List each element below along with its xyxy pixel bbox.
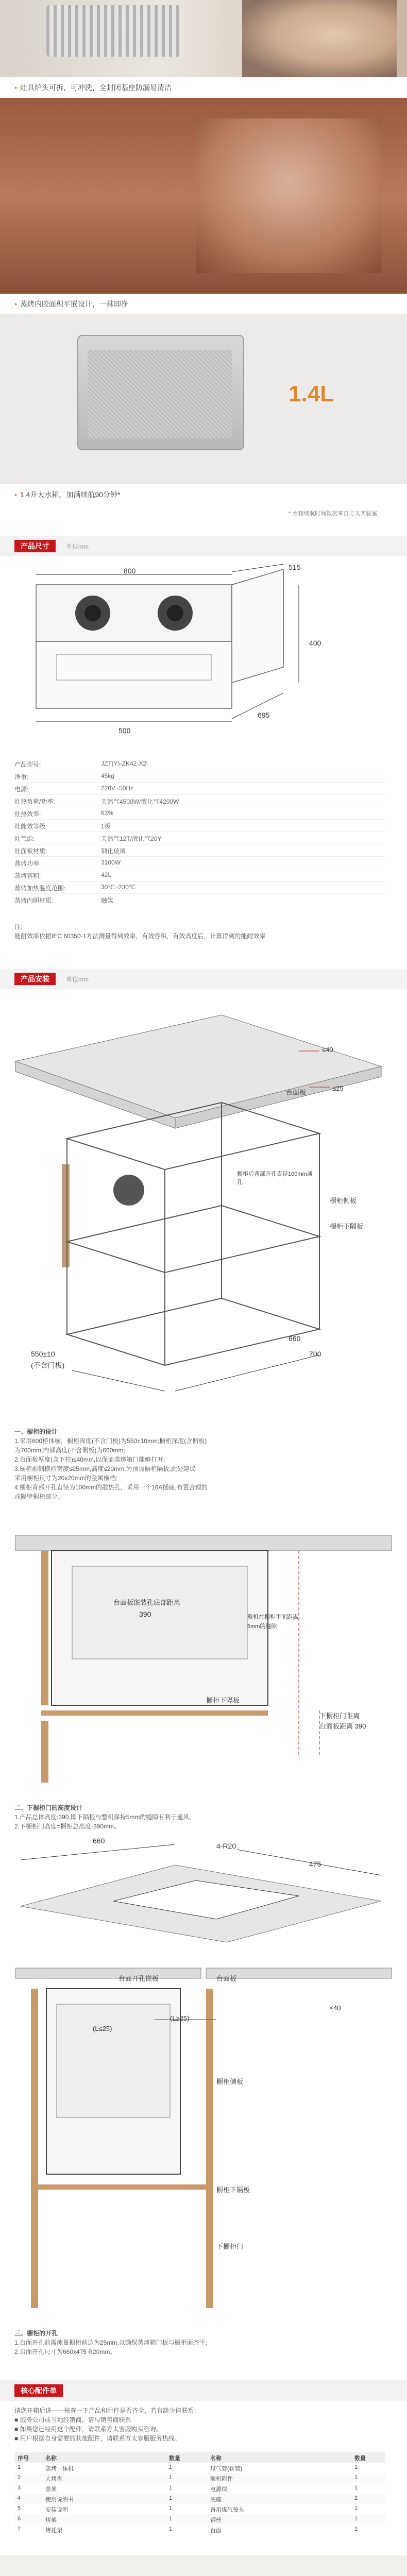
hole-390: 390 [139,1610,151,1618]
fixed-gap-label: 整机在橱柜里面距离 [247,1614,298,1620]
feature-text-3: • 1.4升大水箱，加满续航90分钟* [14,490,121,499]
feature-text-1: • 灶具炉头可拆，可冲洗，全封闭基座防漏易清洁 [14,83,172,92]
dim-500: 500 [118,726,131,735]
size-section-header [0,536,407,556]
max-25-label: ≤25 [332,1084,344,1092]
countertop-label: 台面板 [286,1089,307,1096]
spec-table [0,757,407,912]
spec-row: 灶面板材质: 钢化玻璃 [14,844,385,857]
cutout-l25: (L≥25) [170,2014,190,2022]
dim-800: 800 [124,567,136,575]
cutout-l25b: (L≤25) [93,2025,112,2032]
bullet-icon: • [14,490,17,499]
cabinet-install-drawing [10,999,397,1412]
capacity-note: * 水箱续航时间数据来自方太实验室 [289,511,378,517]
spec-row: 灶热效率: 63% [14,807,385,820]
parts-row: 4 使用说明书 1 底座 2 [14,2494,385,2504]
parts-section-header [0,2380,407,2401]
spec-row: 灶能效等级: 1级 [14,819,385,832]
dim-550-note: (不含门板) [31,1361,65,1369]
spec-row: 电源: 220V~50Hz [14,782,385,795]
cutout-lower-label: 橱柜下隔板 [216,2186,250,2194]
feature-text-2: • 蒸烤内胶面积平嵌设计，一抹即净 [14,300,128,308]
parts-intro: 请您开箱后进一一核查一下产品和附件是否齐全，若有缺少请联系： ■ 服务公司或当地经销商，请与销售商联系 ■ 如果您已经用这个配件，请联系方太客服购买咨询。 ■ 用户根据自身需要的其他配件，请联系方太客服服务热线。 [14,2407,200,2442]
countertop-hole-label: 台面板嵌装孔底部距离 [113,1599,181,1606]
dim-515: 515 [289,563,301,571]
cutout-max40: ≤40 [330,2004,341,2012]
dim-700: 700 [309,1350,321,1358]
oven-cavity-photo [0,98,407,294]
install-section-unit: 单位mm [66,976,89,983]
spec-row: 灶热负荷/功率: 天然气4500W/液化气4200W [14,794,385,807]
cutout-475: 475 [309,1860,321,1868]
cable-hole-label: 橱柜后背部开孔直径100mm通孔 [237,1171,313,1185]
cutout-countertop-board: 台面板 [216,1975,237,1982]
dim-550: 550±10 [31,1350,55,1358]
parts-row: 6 烤架 1 钢丝 1 [14,2514,385,2524]
stove-cleaning-photo [0,0,407,77]
install-text-3: 三、橱柜的开孔 1.台面开孔前需测量橱柜前边为25mm,以确保蒸烤箱门板与橱柜面齐平; 2.台面开孔尺寸为660x475 R20mm。 [14,2330,208,2355]
spec-row: 蒸烤容积: 42L [14,869,385,882]
side-section-drawing [10,1958,397,2318]
water-tank-photo [0,314,407,484]
parts-row: 1 蒸烤一体机 1 煤气管(软管) 1 [18,2464,358,2472]
spec-row: 净重: 45kg [14,770,385,783]
spec-row: 产品型号: JZT(Y)-ZK42-X2i [14,757,385,770]
parts-header-row: 序号 名称 数量 名称 数量 [14,2452,385,2463]
bullet-icon: • [14,300,17,308]
spec-note: 注: 能耐效率依据IEC 60350-1方法测量得到效率，有效容积，有效高度后，计算得到的能耐效率 [14,923,266,940]
section-cross-drawing [10,1515,397,1793]
capacity-label: 1.4L [289,381,334,406]
spec-row: 蒸烤加热温度范围: 30℃~230℃ [14,881,385,894]
service-banner [0,2555,407,2576]
spec-row: 蒸烤内胆材质: 触媒 [14,893,385,906]
bullet-icon: • [14,83,17,92]
lower-shelf-mid-label: 橱柜下隔板 [206,1697,240,1704]
product-dimension-drawing [21,564,386,739]
lower-shelf-label: 橱柜下隔板 [330,1223,364,1230]
install-section-tag: 产品安装 [14,973,56,985]
side-panel-label: 橱柜侧板 [330,1197,357,1205]
cutout-r20: 4-R20 [216,1842,236,1850]
spec-row: 灶气源: 天然气12T/液化气20Y [14,832,385,844]
countertop-cutout-drawing [10,1844,397,1947]
cutout-door-label: 下橱柜门 [216,2243,244,2250]
dim-695: 695 [258,711,270,719]
install-section-header [0,969,407,989]
install-text-1: 一、橱柜的设计 1.采用600柜体橱，橱柜深度(不含门板)为550±10mm;橱柜深度(含侧板) 为700mm,内部高度(不含侧板)为660mm; 2.台面板厚度(含下柱)≤40mm,以保证蒸烤箱门能够打开; 3.橱柜前侧横档宽度≤25mm,高度≤20mm,为预加橱柜隔板,此处建议 采用橱柜尺寸为20x20mm的金属横档; 4.橱柜背部开孔直径为100mm的散热孔，采用一个16A插座,布置合理的 或隔壁橱柜部分。 [14,1428,208,1500]
cutout-countertop-label: 台面开孔嵌板 [118,1975,159,1982]
parts-row: 2 大烤盘 1 随机附件 1 [14,2473,385,2483]
cutout-side-label: 橱柜侧板 [216,2078,244,2086]
dim-400: 400 [309,639,321,647]
parts-row: 7 烤托架 1 台面 1 [18,2526,358,2534]
max-40-label: ≤40 [322,1046,333,1054]
size-section-unit: 单位mm [66,543,89,550]
install-text-2: 二、下橱柜门的高度设计 1.产品总体高度:390,即下隔板与整机保持5mm的缝隙有利于通风; 2.下橱柜门高度=橱柜总高度-390mm。 [14,1804,191,1830]
parts-section-tag: 核心配件单 [14,2384,63,2397]
spec-row: 蒸烤功率: 3100W [14,856,385,869]
door-distance-label-2: 台面板距离 390 [319,1722,366,1730]
size-section-tag: 产品尺寸 [14,540,56,552]
parts-row: 5 安装说明 1 备用煤气接头 1 [18,2505,358,2513]
cutout-660: 660 [93,1837,105,1845]
dim-660: 660 [289,1334,301,1343]
door-distance-label: 下橱柜门距离 [319,1712,360,1720]
parts-table [0,2452,407,2540]
parts-row: 3 蒸架 1 电源线 1 [18,2485,358,2493]
fixed-gap-label-2: 5mm的缝隙 [247,1623,277,1630]
